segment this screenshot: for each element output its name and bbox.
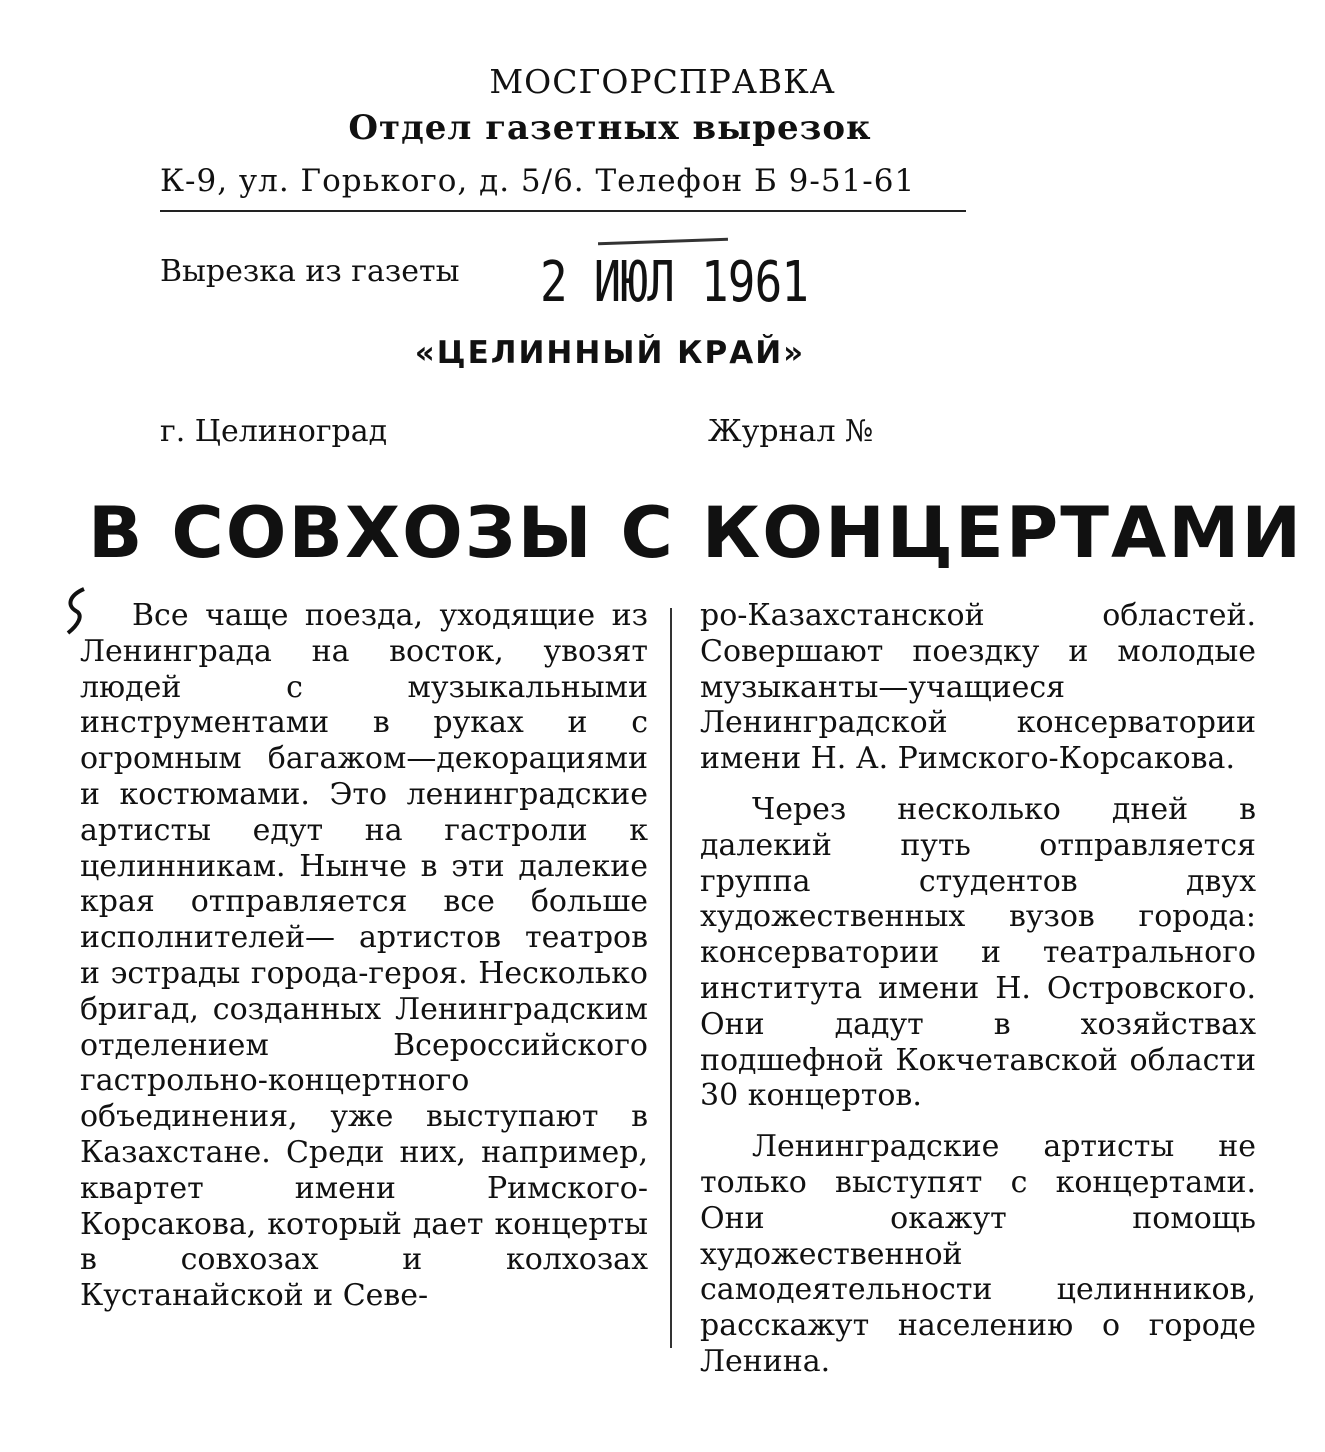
article-column-left <box>80 598 648 1314</box>
newspaper-name: «ЦЕЛИННЫЙ КРАЙ» <box>414 335 806 371</box>
organization-name: МОСГОРСПРАВКА <box>489 62 836 101</box>
city-label: г. Целиноград <box>160 414 388 449</box>
article-paragraph-1-continuation: ро-Казахстанской областей. Совершают поездку и молодые музыканты—учащиеся Ленинградской консерватории имени Н. А. Римского-Корсакова. <box>700 598 1256 777</box>
header-divider <box>160 210 966 212</box>
article-paragraph-1: Все чаще поезда, уходящие из Ленинграда на восток, увозят людей с музыкальными инструментами в руках и с огромным багажом—декорациями и костюмами. Это ленинградские артисты едут на гастроли к целинникам. Нынче в эти далекие края отправляется все больше исполнителей— артистов театров и эстрады города-героя. Несколько бригад, созданных Ленинградским отделением Всероссийского гастрольно-концертного объединения, уже выступают в Казахстане. Среди них, например, квартет имени Римского-Корсакова, который дает концерты в совхозах и колхозах Кустанайской и Севе- <box>80 598 648 1314</box>
clipping-label: Вырезка из газеты <box>160 254 460 289</box>
department-name: Отдел газетных вырезок <box>348 108 872 148</box>
journal-label: Журнал № <box>708 414 874 449</box>
article-paragraph-2: Через несколько дней в далекий путь отправляется группа студентов двух художественных вузов города: консерватории и театрального института имени Н. Островского. Они дадут в хозяйствах подшефной Кокчетавской области 30 концертов. <box>700 791 1256 1114</box>
stamp-mark <box>598 238 728 246</box>
article-headline: В СОВХОЗЫ С КОНЦЕРТАМИ <box>88 492 1304 574</box>
date-stamp: 2 ИЮЛ 1961 <box>540 250 809 315</box>
address-line: К-9, ул. Горького, д. 5/6. Телефон Б 9-51-61 <box>160 163 916 199</box>
article-paragraph-3: Ленинградские артисты не только выступят с концертами. Они окажут помощь художественной самодеятельности целинников, расскажут населению о городе Ленина. <box>700 1129 1256 1379</box>
article-column-right <box>700 598 1256 1380</box>
column-divider <box>670 608 672 1348</box>
